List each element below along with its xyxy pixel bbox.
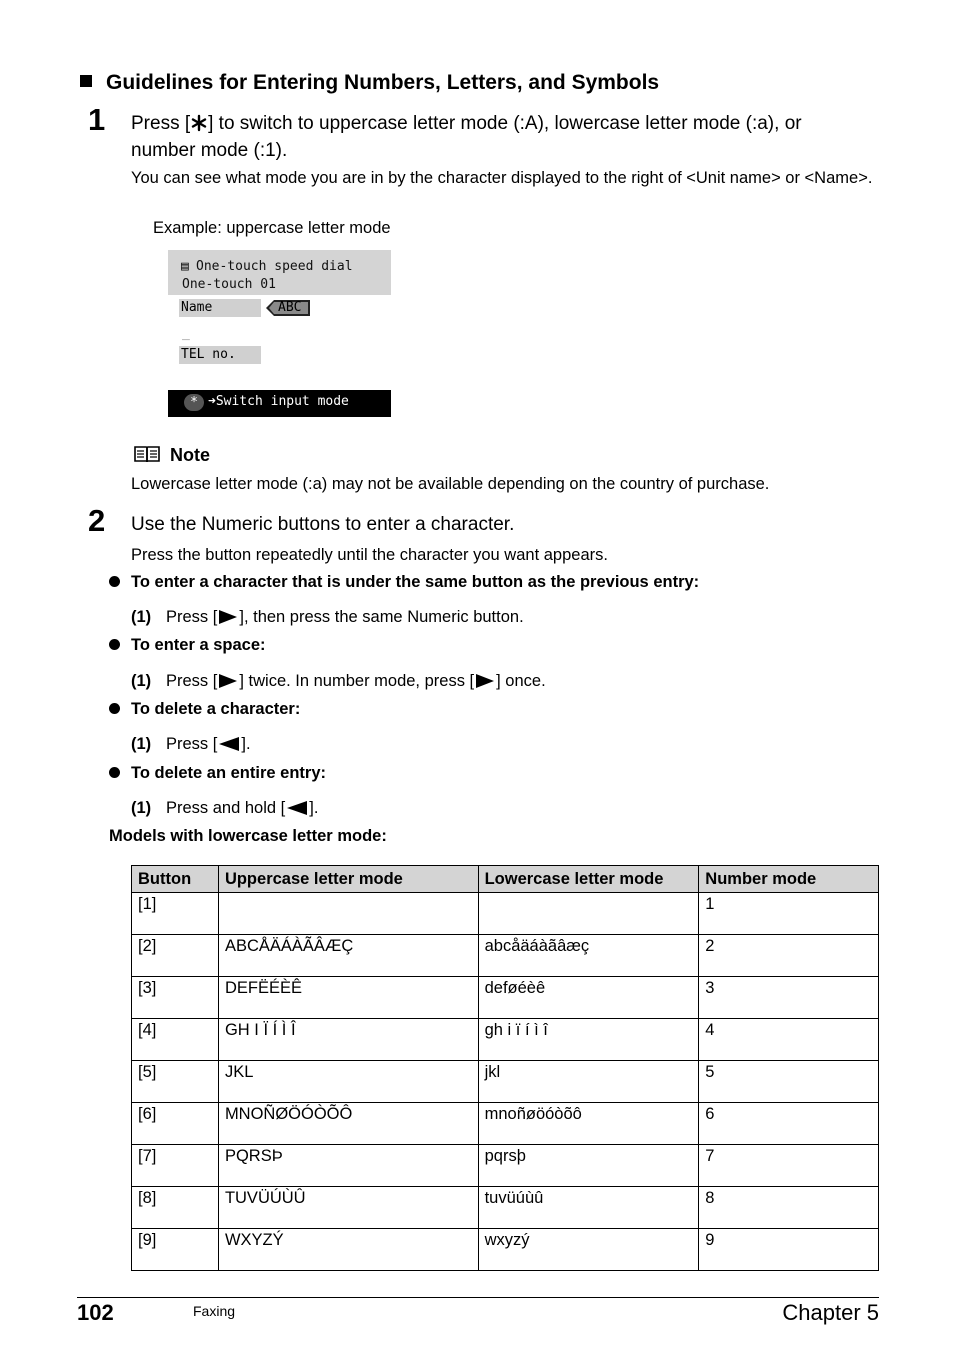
lcd-hint-bar xyxy=(168,390,391,417)
footer-section: Faxing xyxy=(193,1303,236,1319)
step2-body: Press the button repeatedly until the character you want appears. xyxy=(131,546,608,564)
substep-space xyxy=(131,672,546,694)
footer-divider xyxy=(77,1297,879,1298)
table-cell: [6] xyxy=(132,1103,219,1145)
lcd-tel-field xyxy=(179,346,261,364)
table-cell: abcåäáàãâæç xyxy=(478,935,699,977)
table-cell: deføéèê xyxy=(478,977,699,1019)
lcd-mode-indicator xyxy=(266,300,310,316)
right-arrow-button-icon xyxy=(217,609,239,630)
step-number-2: 2 xyxy=(88,503,106,538)
table-row xyxy=(132,935,879,977)
note-text: Lowercase letter mode (:a) may not be available depending on the country of purchase. xyxy=(131,475,770,493)
bullet-space xyxy=(109,636,266,655)
bullet-delete-entry xyxy=(109,764,326,783)
table-cell: 7 xyxy=(699,1145,879,1187)
table-row xyxy=(132,1103,879,1145)
bullet-dot-icon xyxy=(109,639,120,650)
lcd-hint-text: Switch input mode xyxy=(215,394,349,409)
table-cell: jkl xyxy=(478,1061,699,1103)
table-cell: [5] xyxy=(132,1061,219,1103)
substep-text-after: ] once. xyxy=(496,672,546,690)
substep-text-before: Press and hold [ xyxy=(166,799,286,817)
substep-text-before: Press [ xyxy=(166,735,218,753)
book-icon xyxy=(133,444,161,469)
table-row xyxy=(132,1229,879,1271)
bullet-title: To delete a character: xyxy=(131,700,301,718)
left-arrow-button-icon xyxy=(217,736,241,757)
table-cell: 4 xyxy=(699,1019,879,1061)
bullet-title: To enter a character that is under the same button as the previous entry: xyxy=(131,573,700,591)
section-title-text: Guidelines for Entering Numbers, Letters, and Symbols xyxy=(106,71,660,94)
substep-number: (1) xyxy=(131,735,152,753)
step1-body: You can see what mode you are in by the character displayed to the right of <Unit name> or <Name>. xyxy=(131,169,873,187)
table-cell: [1] xyxy=(132,893,219,935)
example-caption: Example: uppercase letter mode xyxy=(153,219,391,237)
step2-instruction: Use the Numeric buttons to enter a character. xyxy=(131,514,515,535)
section-title xyxy=(80,71,659,95)
table-header: Lowercase letter mode xyxy=(478,866,699,893)
table-cell: pqrsþ xyxy=(478,1145,699,1187)
table-cell: PQRSÞ xyxy=(218,1145,478,1187)
table-header: Button xyxy=(132,866,219,893)
substep-delete-entry xyxy=(131,799,318,821)
lcd-speed-dial-icon: ▤ xyxy=(181,259,189,274)
table-cell: ABCÅÄÁÀÃÂÆÇ xyxy=(218,935,478,977)
step-number-1: 1 xyxy=(88,102,106,137)
table-cell: [9] xyxy=(132,1229,219,1271)
table-row xyxy=(132,893,879,935)
step1-instruction xyxy=(131,112,871,163)
table-header-row xyxy=(132,866,879,893)
lcd-name-field xyxy=(179,299,261,317)
table-cell: 1 xyxy=(699,893,879,935)
table-cell: 5 xyxy=(699,1061,879,1103)
substep-text-before: Press [ xyxy=(166,608,218,626)
lcd-line-1: One-touch speed dial xyxy=(196,259,353,274)
substep-text-after: ], then press the same Numeric button. xyxy=(239,608,524,626)
table-header: Number mode xyxy=(699,866,879,893)
lcd-header xyxy=(168,250,391,295)
table-cell: mnoñøöóòõô xyxy=(478,1103,699,1145)
table-cell: DEFËÉÈÊ xyxy=(218,977,478,1019)
lcd-cursor: _ xyxy=(182,326,190,341)
step1-lead-before: Press [ xyxy=(131,113,191,134)
substep-text-after: ]. xyxy=(241,735,251,753)
table-cell: tuvüúùû xyxy=(478,1187,699,1229)
lcd-tel-label: TEL no. xyxy=(181,347,236,362)
table-cell: GH I Ï Í Ì Î xyxy=(218,1019,478,1061)
right-arrow-button-icon xyxy=(217,673,239,694)
table-row xyxy=(132,1019,879,1061)
footer-chapter: Chapter 5 xyxy=(782,1300,879,1325)
substep-text-middle: ] twice. In number mode, press [ xyxy=(239,672,475,690)
table-cell: 3 xyxy=(699,977,879,1019)
left-arrow-button-icon xyxy=(285,800,309,821)
table-cell: [8] xyxy=(132,1187,219,1229)
table-cell: TUVÜÚÙÛ xyxy=(218,1187,478,1229)
table-row xyxy=(132,1187,879,1229)
lcd-line-2: One-touch 01 xyxy=(182,277,276,292)
table-cell: 9 xyxy=(699,1229,879,1271)
lcd-screen-example xyxy=(168,250,391,417)
substep-text-after: ]. xyxy=(309,799,319,817)
note-heading xyxy=(133,444,210,469)
table-cell: [7] xyxy=(132,1145,219,1187)
step1-lead-after: ] to switch to uppercase letter mode (:A), lowercase letter mode (:a), or number mode (:1). xyxy=(131,113,802,161)
lcd-name-label: Name xyxy=(181,300,213,315)
table-row xyxy=(132,1145,879,1187)
table-cell: WXYZÝ xyxy=(218,1229,478,1271)
table-cell: 6 xyxy=(699,1103,879,1145)
table-cell xyxy=(478,893,699,935)
page-number: 102 xyxy=(77,1300,114,1325)
table-cell: wxyzý xyxy=(478,1229,699,1271)
table-cell: MNOÑØÖÓÒÕÔ xyxy=(218,1103,478,1145)
table-cell xyxy=(218,893,478,935)
star-key-icon: * xyxy=(184,394,204,411)
table-row xyxy=(132,1061,879,1103)
table-cell: [2] xyxy=(132,935,219,977)
substep-number: (1) xyxy=(131,608,152,626)
substep-delete-character xyxy=(131,735,251,757)
bullet-dot-icon xyxy=(109,767,120,778)
substep-same-button xyxy=(131,608,524,630)
bullet-title: To delete an entire entry: xyxy=(131,764,326,782)
table-cell: JKL xyxy=(218,1061,478,1103)
table-cell: [4] xyxy=(132,1019,219,1061)
table-cell: gh i ï í ì î xyxy=(478,1019,699,1061)
note-label: Note xyxy=(170,445,211,465)
square-bullet-icon xyxy=(80,75,92,87)
right-arrow-button-icon xyxy=(474,673,496,694)
lcd-mode-value: ABC xyxy=(278,300,302,315)
table-cell: 8 xyxy=(699,1187,879,1229)
bullet-dot-icon xyxy=(109,703,120,714)
models-heading: Models with lowercase letter mode: xyxy=(109,827,387,845)
bullet-dot-icon xyxy=(109,576,120,587)
substep-number: (1) xyxy=(131,799,152,817)
bullet-title: To enter a space: xyxy=(131,636,266,654)
substep-text-before: Press [ xyxy=(166,672,218,690)
lcd-hint xyxy=(208,394,349,409)
substep-number: (1) xyxy=(131,672,152,690)
table-header: Uppercase letter mode xyxy=(218,866,478,893)
bullet-delete-character xyxy=(109,700,300,719)
arrow-right-icon: ➜ xyxy=(208,394,216,409)
bullet-same-button xyxy=(109,573,699,592)
asterisk-button-icon xyxy=(190,114,208,139)
table-cell: 2 xyxy=(699,935,879,977)
table-cell: [3] xyxy=(132,977,219,1019)
character-table xyxy=(131,865,879,1271)
table-row xyxy=(132,977,879,1019)
